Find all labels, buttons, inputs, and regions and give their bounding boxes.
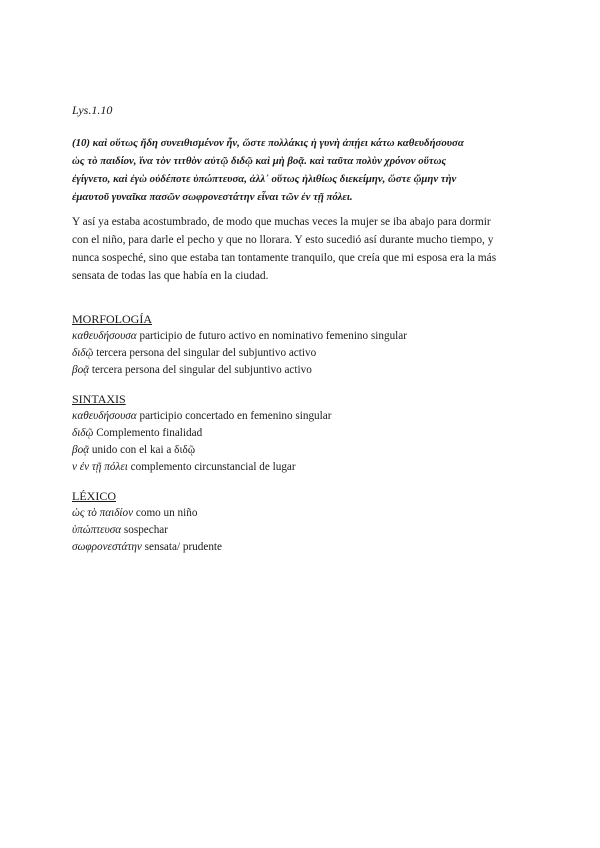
morfologia-line	[72, 345, 542, 362]
greek-line: (10) καὶ οὕτως ἤδη συνειθισμένον ἦν, ὥστε πολλάκις ἡ γυνὴ ἀπῄει κάτω καθευδήσουσα	[72, 137, 464, 149]
translation-line: con el niño, para darle el pecho y que no llorara. Y esto sucedió así durante mucho tiempo, y	[72, 234, 494, 246]
term-description: Complemento finalidad	[93, 427, 203, 439]
greek-term: ν ἐν τῇ πόλει	[72, 461, 128, 473]
sintaxis-line	[72, 459, 542, 476]
greek-term: διδῷ	[72, 427, 94, 439]
sintaxis-line	[72, 442, 542, 459]
translation-line: nunca sospeché, sino que estaba tan tontamente tranquilo, que creía que mi esposa era la más	[72, 252, 497, 264]
greek-line: ἐμαυτοῦ γυναῖκα πασῶν σωφρονεστάτην εἶναι τῶν ἐν τῇ πόλει.	[72, 191, 353, 203]
lexico-line	[72, 505, 542, 522]
term-description: como un niño	[133, 507, 198, 519]
lexico-line	[72, 522, 542, 539]
lexico-section	[72, 488, 542, 556]
translation-line: sensata de todas las que había en la ciudad.	[72, 270, 269, 282]
greek-line: ὡς τὸ παιδίον, ἵνα τὸν τιτθὸν αὐτῷ διδῷ καὶ μὴ βοᾷ. καὶ ταῦτα πολὺν χρόνον οὕτως	[72, 155, 447, 167]
term-description: participio concertado en femenino singular	[136, 410, 332, 422]
text-reference: Lys.1.10	[72, 103, 113, 117]
term-description: unido con el kai a διδῷ	[89, 444, 196, 456]
term-description: participio de futuro activo en nominativo femenino singular	[136, 330, 407, 342]
greek-term: ὡς τὸ παιδίον	[72, 507, 134, 519]
lexico-line	[72, 539, 542, 556]
sintaxis-section	[72, 391, 542, 476]
greek-passage	[72, 134, 532, 206]
term-description: sensata/ prudente	[141, 541, 223, 553]
morfologia-line	[72, 328, 542, 345]
morfologia-heading: MORFOLOGÍA	[72, 312, 153, 326]
greek-term: διδῷ	[72, 347, 94, 359]
greek-term: καθευδήσουσα	[72, 410, 137, 422]
sintaxis-line	[72, 425, 542, 442]
greek-term: ὑπώπτευσα	[72, 524, 122, 536]
term-description: tercera persona del singular del subjuntivo activo	[89, 364, 312, 376]
translation-line: Y así ya estaba acostumbrado, de modo que muchas veces la mujer se iba abajo para dormir	[72, 216, 491, 228]
term-description: tercera persona del singular del subjuntivo activo	[93, 347, 317, 359]
morfologia-line	[72, 362, 542, 379]
lexico-heading: LÉXICO	[72, 489, 116, 503]
sintaxis-line	[72, 408, 542, 425]
greek-term: βοᾷ	[72, 364, 90, 376]
greek-line: ἐγίγνετο, καὶ ἐγὼ οὐδέποτε ὑπώπτευσα, ἀλλ᾽ οὕτως ἠλιθίως διεκείμην, ὥστε ᾤμην τὴν	[72, 173, 457, 185]
greek-term: βοᾷ	[72, 444, 90, 456]
morfologia-section	[72, 311, 542, 379]
term-description: sospechar	[121, 524, 169, 536]
greek-term: σωφρονεστάτην	[72, 541, 142, 553]
term-description: complemento circunstancial de lugar	[127, 461, 296, 473]
greek-term: καθευδήσουσα	[72, 330, 137, 342]
sintaxis-heading: SINTAXIS	[72, 392, 126, 406]
spanish-translation	[72, 213, 534, 285]
